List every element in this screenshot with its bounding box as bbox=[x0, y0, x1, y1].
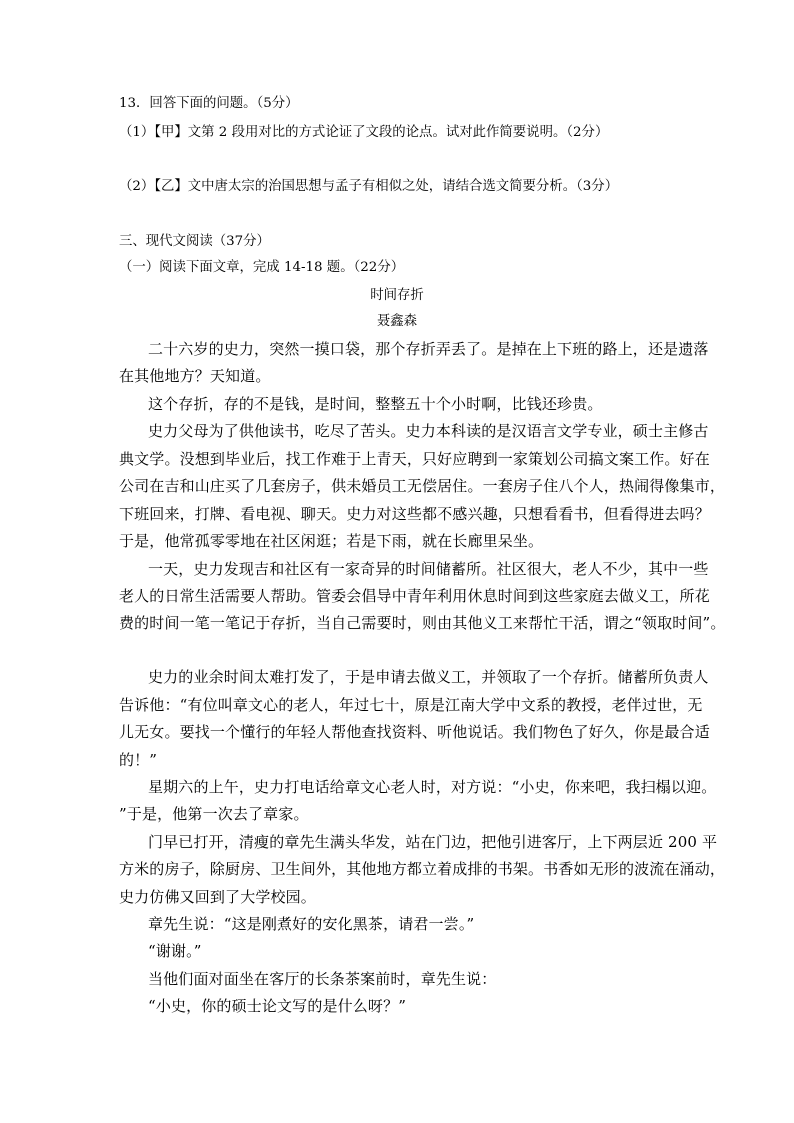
article-line: 于是，他常孤零零地在社区闲逛；若是下雨，就在长廊里呆坐。 bbox=[119, 532, 544, 550]
question-13-title: 13．回答下面的问题。（5分） bbox=[119, 96, 299, 111]
article-line: 史力仿佛又回到了大学校园。 bbox=[119, 888, 316, 906]
article-line: 的！” bbox=[119, 751, 158, 769]
question-13-part-1: （1）【甲】文第 2 段用对比的方式论证了文段的论点。试对此作简要说明。（2分） bbox=[119, 125, 609, 140]
article-line: 方米的房子，除厨房、卫生间外，其他地方都立着成排的书架。书香如无形的波流在涌动， bbox=[119, 860, 726, 878]
article-line: 儿无女。要找一个懂行的年轻人帮他查找资料、听他说话。我们物色了好久，你是最合适 bbox=[119, 723, 710, 741]
article-title: 时间存折 bbox=[370, 288, 424, 303]
article-line: “谢谢。” bbox=[148, 942, 202, 960]
article-line: 老人的日常生活需要人帮助。管委会倡导中青年利用休息时间到这些家庭去做义工，所花 bbox=[119, 587, 710, 605]
article-line: 公司在吉和山庄买了几套房子，供未婚员工无偿居住。一套房子住八个人，热闹得像集市， bbox=[119, 477, 726, 495]
article-line: 二十六岁的史力，突然一摸口袋，那个存折弄丢了。是掉在上下班的路上，还是遗落 bbox=[148, 340, 709, 358]
article-line: 章先生说：“这是刚煮好的安化黑茶，请君一尝。” bbox=[148, 915, 475, 933]
article-line: 一天，史力发现吉和社区有一家奇异的时间储蓄所。社区很大，老人不少，其中一些 bbox=[148, 560, 709, 578]
article-line: 典文学。没想到毕业后，找工作难于上青天，只好应聘到一家策划公司搞文案工作。好在 bbox=[119, 450, 710, 468]
article-line: 史力父母为了供他读书，吃尽了苦头。史力本科读的是汉语言文学专业，硕士主修古 bbox=[148, 422, 709, 440]
article-line: 下班回来，打牌、看电视、聊天。史力对这些都不感兴趣，只想看看书，但看得进去吗？ bbox=[119, 505, 710, 523]
article-line: 星期六的上午，史力打电话给章文心老人时，对方说：“小史，你来吧，我扫榻以迎。 bbox=[148, 778, 717, 796]
article-line: 这个存折，存的不是钱，是时间，整整五十个小时啊，比钱还珍贵。 bbox=[148, 395, 603, 413]
article-line: 告诉他：“有位叫章文心的老人，年过七十，原是江南大学中文系的教授，老伴过世，无 bbox=[119, 696, 703, 714]
article-line: 史力的业余时间太难打发了，于是申请去做义工，并领取了一个存折。储蓄所负责人 bbox=[148, 668, 709, 686]
article-line: 门早已打开，清瘦的章先生满头华发，站在门边，把他引进客厅，上下两层近 200 平 bbox=[148, 833, 718, 851]
section-sub-heading: （一）阅读下面文章，完成 14-18 题。（22分） bbox=[119, 260, 405, 275]
article-line: ”于是，他第一次去了章家。 bbox=[119, 805, 309, 823]
article-line: 费的时间一笔一笔记于存折，当自己需要时，则由其他义工来帮忙干活，谓之“领取时间”。 bbox=[119, 614, 726, 632]
article-line: “小史，你的硕士论文写的是什么呀？” bbox=[148, 997, 407, 1015]
question-13-part-2: （2）【乙】文中唐太宗的治国思想与孟子有相似之处，请结合选文简要分析。（3分） bbox=[119, 179, 619, 194]
section-heading: 三、现代文阅读（37分） bbox=[119, 234, 270, 249]
article-line: 当他们面对面坐在客厅的长条茶案前时，章先生说： bbox=[148, 970, 497, 988]
article-line: 在其他地方？天知道。 bbox=[119, 367, 271, 385]
article-author: 聂鑫森 bbox=[376, 314, 418, 329]
